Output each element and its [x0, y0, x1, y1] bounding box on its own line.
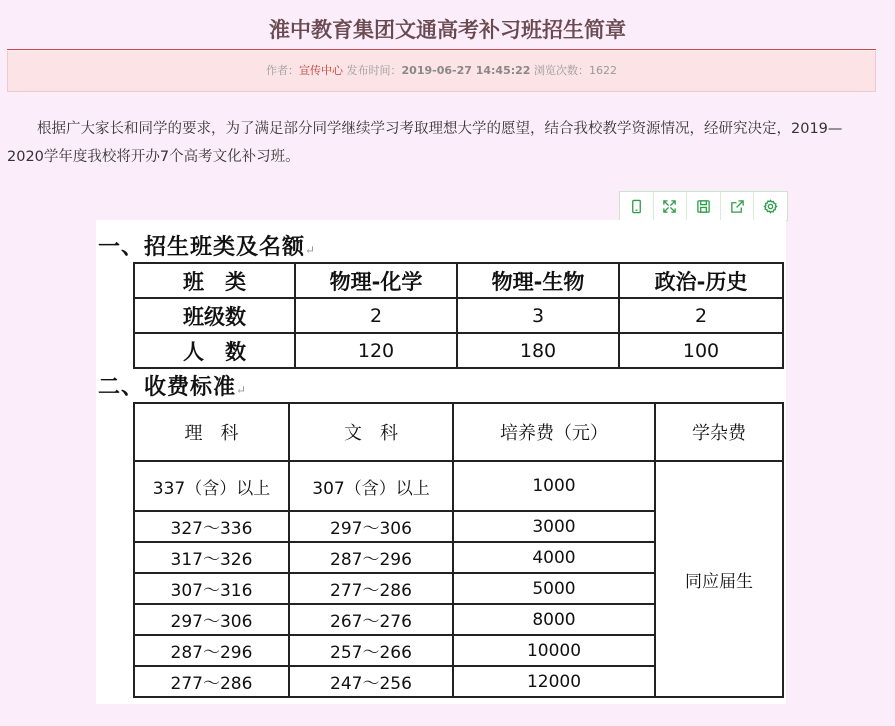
save-icon[interactable]: [687, 192, 721, 220]
intro-paragraph: 根据广大家长和同学的要求，为了满足部分同学继续学习考取理想大学的愿望，结合我校教学资源情况，经研究决定，2019—2020学年度我校将开办7个高考文化补习班。: [7, 121, 843, 165]
table-cell: 班级数: [134, 298, 295, 333]
section-enrollment-heading: 一、招生班类及名额↵: [98, 234, 317, 260]
table-cell: 287～296: [289, 542, 453, 573]
table-cell: 4000: [453, 542, 655, 573]
publish-time: 2019-06-27 14:45:22: [401, 64, 531, 77]
table-cell: 3: [457, 298, 619, 333]
table-cell: 327～336: [134, 511, 289, 542]
table-cell: 297～306: [289, 511, 453, 542]
table-cell: 337（含）以上: [134, 461, 289, 511]
settings-icon[interactable]: [754, 192, 787, 220]
table-header-cell: 班 类: [134, 263, 295, 298]
publish-label: 发布时间：: [346, 64, 402, 77]
table-cell: 257～266: [289, 635, 453, 666]
mobile-icon[interactable]: [620, 192, 654, 220]
views-count: 1622: [588, 64, 617, 77]
table-cell: 287～296: [134, 635, 289, 666]
table-row: [134, 461, 783, 511]
table-header-cell: 理 科: [134, 403, 289, 461]
table-cell: 120: [295, 333, 457, 368]
table-cell: 12000: [453, 666, 655, 697]
enrollment-poster-image: [96, 220, 786, 704]
table-cell: 297～306: [134, 604, 289, 635]
table-cell: 307～316: [134, 573, 289, 604]
table-cell: 267～276: [289, 604, 453, 635]
table-cell: 8000: [453, 604, 655, 635]
table-header-cell: 物理-化学: [295, 263, 457, 298]
table-cell: 2: [295, 298, 457, 333]
section-fee-heading: 二、收费标准↵: [98, 374, 248, 400]
misc-fee-cell: 同应届生: [655, 461, 783, 697]
table-cell: 1000: [453, 461, 655, 511]
table-row: [134, 403, 783, 461]
table-cell: 180: [457, 333, 619, 368]
table-header-cell: 政治-历史: [619, 263, 783, 298]
table-cell: 247～256: [289, 666, 453, 697]
table-cell: 10000: [453, 635, 655, 666]
author-label: 作者：: [266, 64, 300, 77]
table-row: [134, 333, 783, 368]
image-toolbar: [619, 191, 788, 221]
fullscreen-icon[interactable]: [654, 192, 688, 220]
author-link[interactable]: 宣传中心: [299, 64, 344, 77]
table-row: [134, 298, 783, 333]
table-cell: 307（含）以上: [289, 461, 453, 511]
table-cell: 3000: [453, 511, 655, 542]
fee-table: [133, 402, 784, 698]
enrollment-table: [133, 262, 784, 369]
table-cell: 277～286: [134, 666, 289, 697]
table-cell: 277～286: [289, 573, 453, 604]
title-divider: [7, 49, 876, 50]
table-header-cell: 文 科: [289, 403, 453, 461]
table-cell: 317～326: [134, 542, 289, 573]
table-header-cell: 学杂费: [655, 403, 783, 461]
article-meta: [7, 51, 876, 92]
table-cell: 5000: [453, 573, 655, 604]
share-icon[interactable]: [721, 192, 755, 220]
table-cell: 100: [619, 333, 783, 368]
table-row: [134, 263, 783, 298]
views-label: 浏览次数：: [533, 64, 589, 77]
table-cell: 人 数: [134, 333, 295, 368]
table-header-cell: 物理-生物: [457, 263, 619, 298]
article-title: 淮中教育集团文通高考补习班招生简章: [269, 18, 626, 42]
table-header-cell: 培养费（元）: [453, 403, 655, 461]
table-cell: 2: [619, 298, 783, 333]
